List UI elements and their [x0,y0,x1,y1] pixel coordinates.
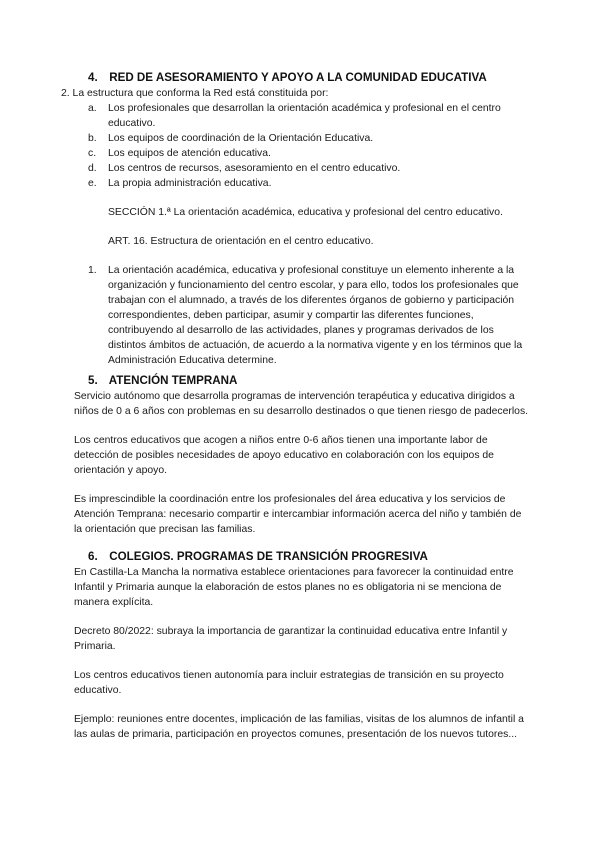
list-item: b. Los equipos de coordinación de la Orientación Educativa. [88,133,374,144]
list-item: 1. La orientación académica, educativa y profesional constituye un elemento inherente a la organización y funcionamiento del centro escolar, y para ello, todos los profesionales que trabajan con el alumnado, a través de los diferentes órganos de gobierno y participación correspondientes, deben participar, asumir y compartir las diferentes funciones, contribuyendo al desarrollo de las actividades, planes y programas derivados de los distintos ámbitos de actuación, de acuerdo a la normativa vigente y en los términos que la Administración Educativa determine. [88,265,523,366]
paragraph: Es imprescindible la coordinación entre los profesionales del área educativa y los servicios de Atención Temprana: necesario compartir e intercambiar información acerca del niño y también de la orientación que precisan las familias. [74,494,522,535]
paragraph: Los centros educativos que acogen a niños entre 0-6 años tienen una importante labor de detección de posibles necesidades de apoyo educativo en colaboración con los equipos de orientación y apoyo. [74,435,494,476]
paragraph: Decreto 80/2022: subraya la importancia de garantizar la continuidad educativa entre Infantil y Primaria. [74,626,508,652]
section-5-number: 5. [88,374,98,387]
paragraph: Los centros educativos tienen autonomía para incluir estrategias de transición en su proyecto educativo. [74,670,504,696]
article-title: ART. 16. Estructura de orientación en el centro educativo. [108,236,374,247]
section-6-number: 6. [88,550,98,563]
paragraph: Ejemplo: reuniones entre docentes, implicación de las familias, visitas de los alumnos de infantil a las aulas de primaria, participación en proyectos comunes, presentación de los nuevos tutores... [74,714,524,740]
section-4-heading [74,70,530,86]
section-4-number: 4. [88,71,98,84]
list-item: d. Los centros de recursos, asesoramiento en el centro educativo. [88,163,401,174]
paragraph: En Castilla-La Mancha la normativa establece orientaciones para favorecer la continuidad entre Infantil y Primaria aunque la elaboración de estos planes no es obligatoria ni se menciona de manera explícita. [74,567,514,608]
section-5-title: ATENCIÓN TEMPRANA [108,374,238,387]
red-structure-list [74,101,530,191]
article-points [74,263,530,368]
section-4-intro: 2. La estructura que conforma la Red está constituida por: [61,88,329,99]
section-5-heading [74,373,530,389]
list-item: e. La propia administración educativa. [88,178,272,189]
paragraph: Servicio autónomo que desarrolla programas de intervención terapéutica y educativa dirigidos a niños de 0 a 6 años con problemas en su desarrollo destinados o que tienen riesgo de padecerlos. [74,391,529,417]
seccion-title: SECCIÓN 1.ª La orientación académica, educativa y profesional del centro educativo. [108,207,503,218]
section-4-title: RED DE ASESORAMIENTO Y APOYO A LA COMUNIDAD EDUCATIVA [109,71,487,84]
list-item: a. Los profesionales que desarrollan la orientación académica y profesional en el centro educativo. [88,103,501,129]
list-item: c. Los equipos de atención educativa. [88,148,271,159]
section-6-title: COLEGIOS. PROGRAMAS DE TRANSICIÓN PROGRESIVA [109,550,428,563]
section-6-heading [74,549,530,565]
